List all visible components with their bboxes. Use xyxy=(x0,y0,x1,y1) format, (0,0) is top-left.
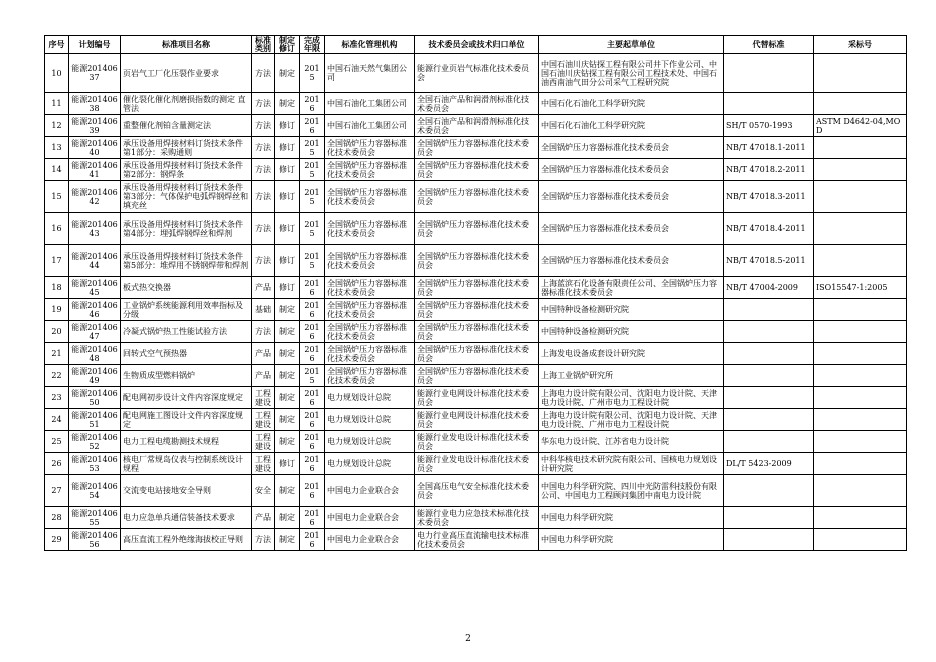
col-plan-number-cell: 能源20140653 xyxy=(69,453,121,475)
col-category-cell: 方法 xyxy=(252,529,275,551)
col-revision-type-cell: 制定 xyxy=(275,321,300,343)
col-category-cell: 方法 xyxy=(252,181,275,213)
col-category-cell: 方法 xyxy=(252,115,275,137)
col-replaced-standard-cell xyxy=(724,54,814,93)
col-management-org-cell: 中国石油天然气集团公司 xyxy=(325,54,415,93)
col-drafting-units-cell: 全国锅炉压力容器标准化技术委员会 xyxy=(539,245,724,277)
col-adopted-standard-cell xyxy=(814,159,907,181)
col-plan-number-cell: 能源20140649 xyxy=(69,365,121,387)
col-adopted-standard-cell xyxy=(814,365,907,387)
col-management-org-cell: 全国锅炉压力容器标准化技术委员会 xyxy=(325,365,415,387)
col-adopted-standard-cell xyxy=(814,321,907,343)
col-completion-year-cell: 2016 xyxy=(300,529,325,551)
col-drafting-units-cell: 全国锅炉压力容器标准化技术委员会 xyxy=(539,137,724,159)
col-management-org-cell: 全国锅炉压力容器标准化技术委员会 xyxy=(325,181,415,213)
table-row xyxy=(45,365,907,387)
table-row xyxy=(45,245,907,277)
col-management-org-cell: 全国锅炉压力容器标准化技术委员会 xyxy=(325,321,415,343)
col-index-cell: 24 xyxy=(45,409,69,431)
header-col-index: 序号 xyxy=(45,36,69,54)
col-plan-number-cell: 能源20140650 xyxy=(69,387,121,409)
col-revision-type-cell: 修订 xyxy=(275,115,300,137)
col-management-org-cell: 中国电力企业联合会 xyxy=(325,529,415,551)
col-index-cell: 25 xyxy=(45,431,69,453)
col-revision-type-cell: 修订 xyxy=(275,245,300,277)
col-category-cell: 基础 xyxy=(252,299,275,321)
table-row xyxy=(45,409,907,431)
table-header-row xyxy=(45,36,907,54)
col-plan-number-cell: 能源20140640 xyxy=(69,137,121,159)
table-row xyxy=(45,213,907,245)
col-adopted-standard-cell: ASTM D4642-04,MOD xyxy=(814,115,907,137)
col-category-cell: 安全 xyxy=(252,475,275,507)
header-col-category: 标准类别 xyxy=(252,36,275,54)
col-management-org-cell: 全国锅炉压力容器标准化技术委员会 xyxy=(325,343,415,365)
header-col-revision-type: 制定修订 xyxy=(275,36,300,54)
col-plan-number-cell: 能源20140641 xyxy=(69,159,121,181)
col-technical-committee-cell: 电力行业高压直流输电技术标准化技术委员会 xyxy=(415,529,539,551)
header-col-replaced-standard: 代替标准 xyxy=(724,36,814,54)
col-management-org-cell: 全国锅炉压力容器标准化技术委员会 xyxy=(325,277,415,299)
table-row xyxy=(45,299,907,321)
col-project-name-cell: 承压设备用焊接材料订货技术条件 第3部分：气体保护电弧焊钢焊丝和填充丝 xyxy=(121,181,252,213)
col-category-cell: 产品 xyxy=(252,365,275,387)
col-adopted-standard-cell xyxy=(814,453,907,475)
col-management-org-cell: 中国石油化工集团公司 xyxy=(325,93,415,115)
col-completion-year-cell: 2016 xyxy=(300,343,325,365)
col-revision-type-cell: 修订 xyxy=(275,137,300,159)
col-completion-year-cell: 2015 xyxy=(300,365,325,387)
table-row xyxy=(45,529,907,551)
col-drafting-units-cell: 上海蓝滨石化设备有限责任公司、全国锅炉压力容器标准化技术委员会 xyxy=(539,277,724,299)
col-project-name-cell: 重整催化剂铂含量测定法 xyxy=(121,115,252,137)
col-revision-type-cell: 制定 xyxy=(275,431,300,453)
col-project-name-cell: 承压设备用焊接材料订货技术条件 第1部分：采购通则 xyxy=(121,137,252,159)
col-plan-number-cell: 能源20140651 xyxy=(69,409,121,431)
table-body xyxy=(45,54,907,551)
col-replaced-standard-cell: NB/T 47018.5-2011 xyxy=(724,245,814,277)
col-management-org-cell: 电力规划设计总院 xyxy=(325,431,415,453)
col-index-cell: 20 xyxy=(45,321,69,343)
table-row xyxy=(45,431,907,453)
col-technical-committee-cell: 全国锅炉压力容器标准化技术委员会 xyxy=(415,159,539,181)
header-col-project-name: 标准项目名称 xyxy=(121,36,252,54)
col-category-cell: 方法 xyxy=(252,213,275,245)
col-category-cell: 产品 xyxy=(252,507,275,529)
col-plan-number-cell: 能源20140656 xyxy=(69,529,121,551)
table-row xyxy=(45,181,907,213)
col-revision-type-cell: 修订 xyxy=(275,453,300,475)
col-completion-year-cell: 2015 xyxy=(300,245,325,277)
table-row xyxy=(45,343,907,365)
col-replaced-standard-cell xyxy=(724,507,814,529)
col-category-cell: 工程建设 xyxy=(252,387,275,409)
col-revision-type-cell: 制定 xyxy=(275,387,300,409)
col-revision-type-cell: 制定 xyxy=(275,475,300,507)
col-index-cell: 19 xyxy=(45,299,69,321)
col-index-cell: 26 xyxy=(45,453,69,475)
col-drafting-units-cell: 上海工业锅炉研究所 xyxy=(539,365,724,387)
table-row xyxy=(45,387,907,409)
col-index-cell: 10 xyxy=(45,54,69,93)
col-completion-year-cell: 2016 xyxy=(300,321,325,343)
col-revision-type-cell: 修订 xyxy=(275,181,300,213)
table-row xyxy=(45,277,907,299)
col-project-name-cell: 电力应急单兵通信装备技术要求 xyxy=(121,507,252,529)
col-replaced-standard-cell: NB/T 47018.2-2011 xyxy=(724,159,814,181)
col-project-name-cell: 交流变电站接地安全导则 xyxy=(121,475,252,507)
col-completion-year-cell: 2016 xyxy=(300,431,325,453)
col-technical-committee-cell: 全国锅炉压力容器标准化技术委员会 xyxy=(415,213,539,245)
table-row xyxy=(45,93,907,115)
standards-plan-table xyxy=(44,35,907,551)
col-index-cell: 15 xyxy=(45,181,69,213)
col-management-org-cell: 全国锅炉压力容器标准化技术委员会 xyxy=(325,213,415,245)
col-revision-type-cell: 修订 xyxy=(275,159,300,181)
table-row xyxy=(45,475,907,507)
col-technical-committee-cell: 全国锅炉压力容器标准化技术委员会 xyxy=(415,277,539,299)
col-technical-committee-cell: 能源行业电网设计标准化技术委员会 xyxy=(415,409,539,431)
col-drafting-units-cell: 上海电力设计院有限公司、沈阳电力设计院、天津电力设计院、广州市电力工程设计院 xyxy=(539,409,724,431)
col-completion-year-cell: 2016 xyxy=(300,475,325,507)
col-drafting-units-cell: 全国锅炉压力容器标准化技术委员会 xyxy=(539,181,724,213)
col-plan-number-cell: 能源20140645 xyxy=(69,277,121,299)
col-management-org-cell: 全国锅炉压力容器标准化技术委员会 xyxy=(325,159,415,181)
col-adopted-standard-cell xyxy=(814,137,907,159)
col-index-cell: 14 xyxy=(45,159,69,181)
col-drafting-units-cell: 中国石油川庆钻探工程有限公司井下作业公司、中国石油川庆钻探工程有限公司工程技术处、中国石油西南油气田分公司采气工程研究院 xyxy=(539,54,724,93)
col-management-org-cell: 中国电力企业联合会 xyxy=(325,475,415,507)
col-technical-committee-cell: 能源行业发电设计标准化技术委员会 xyxy=(415,431,539,453)
table-row xyxy=(45,159,907,181)
col-revision-type-cell: 制定 xyxy=(275,93,300,115)
table-row xyxy=(45,321,907,343)
col-drafting-units-cell: 中国特种设备检测研究院 xyxy=(539,299,724,321)
col-technical-committee-cell: 全国石油产品和润滑剂标准化技术委员会 xyxy=(415,115,539,137)
col-plan-number-cell: 能源20140655 xyxy=(69,507,121,529)
header-col-plan-number: 计划编号 xyxy=(69,36,121,54)
col-plan-number-cell: 能源20140642 xyxy=(69,181,121,213)
col-technical-committee-cell: 全国锅炉压力容器标准化技术委员会 xyxy=(415,365,539,387)
col-drafting-units-cell: 中国电力科学研究院、四川中光防雷科技股份有限公司、中国电力工程顾问集团中南电力设计院 xyxy=(539,475,724,507)
header-col-technical-committee: 技术委员会或技术归口单位 xyxy=(415,36,539,54)
col-adopted-standard-cell xyxy=(814,299,907,321)
col-adopted-standard-cell xyxy=(814,213,907,245)
col-project-name-cell: 冷凝式锅炉热工性能试验方法 xyxy=(121,321,252,343)
col-project-name-cell: 页岩气工厂化压裂作业要求 xyxy=(121,54,252,93)
col-completion-year-cell: 2016 xyxy=(300,409,325,431)
col-index-cell: 21 xyxy=(45,343,69,365)
col-project-name-cell: 承压设备用焊接材料订货技术条件 第4部分：埋弧焊钢焊丝和焊剂 xyxy=(121,213,252,245)
col-adopted-standard-cell xyxy=(814,431,907,453)
col-project-name-cell: 催化裂化催化剂磨损指数的测定 直管法 xyxy=(121,93,252,115)
col-category-cell: 方法 xyxy=(252,321,275,343)
col-management-org-cell: 电力规划设计总院 xyxy=(325,453,415,475)
col-technical-committee-cell: 能源行业电力应急技术标准化技术委员会 xyxy=(415,507,539,529)
col-drafting-units-cell: 上海发电设备成套设计研究院 xyxy=(539,343,724,365)
col-technical-committee-cell: 全国锅炉压力容器标准化技术委员会 xyxy=(415,181,539,213)
col-replaced-standard-cell xyxy=(724,299,814,321)
col-index-cell: 18 xyxy=(45,277,69,299)
col-completion-year-cell: 2015 xyxy=(300,159,325,181)
col-plan-number-cell: 能源20140647 xyxy=(69,321,121,343)
col-project-name-cell: 高压直流工程外绝缘海拔校正导则 xyxy=(121,529,252,551)
col-plan-number-cell: 能源20140643 xyxy=(69,213,121,245)
col-technical-committee-cell: 全国石油产品和润滑剂标准化技术委员会 xyxy=(415,93,539,115)
col-technical-committee-cell: 能源行业页岩气标准化技术委员会 xyxy=(415,54,539,93)
col-drafting-units-cell: 中国电力科学研究院 xyxy=(539,529,724,551)
col-drafting-units-cell: 中国石化石油化工科学研究院 xyxy=(539,93,724,115)
col-category-cell: 方法 xyxy=(252,245,275,277)
col-adopted-standard-cell xyxy=(814,507,907,529)
col-project-name-cell: 配电网初步设计文件内容深度规定 xyxy=(121,387,252,409)
col-drafting-units-cell: 全国锅炉压力容器标准化技术委员会 xyxy=(539,213,724,245)
col-technical-committee-cell: 能源行业发电设计标准化技术委员会 xyxy=(415,453,539,475)
col-plan-number-cell: 能源20140652 xyxy=(69,431,121,453)
col-replaced-standard-cell: SH/T 0570-1993 xyxy=(724,115,814,137)
col-plan-number-cell: 能源20140637 xyxy=(69,54,121,93)
col-index-cell: 17 xyxy=(45,245,69,277)
col-adopted-standard-cell xyxy=(814,529,907,551)
col-replaced-standard-cell xyxy=(724,387,814,409)
col-replaced-standard-cell xyxy=(724,529,814,551)
col-replaced-standard-cell: NB/T 47018.3-2011 xyxy=(724,181,814,213)
col-adopted-standard-cell xyxy=(814,343,907,365)
col-revision-type-cell: 制定 xyxy=(275,365,300,387)
col-completion-year-cell: 2016 xyxy=(300,507,325,529)
col-management-org-cell: 全国锅炉压力容器标准化技术委员会 xyxy=(325,299,415,321)
col-project-name-cell: 电力工程电缆勘测技术规程 xyxy=(121,431,252,453)
col-technical-committee-cell: 全国锅炉压力容器标准化技术委员会 xyxy=(415,299,539,321)
col-replaced-standard-cell xyxy=(724,365,814,387)
col-category-cell: 方法 xyxy=(252,54,275,93)
col-index-cell: 12 xyxy=(45,115,69,137)
col-drafting-units-cell: 上海电力设计院有限公司、沈阳电力设计院、天津电力设计院、广州市电力工程设计院 xyxy=(539,387,724,409)
col-replaced-standard-cell xyxy=(724,321,814,343)
col-revision-type-cell: 制定 xyxy=(275,529,300,551)
col-adopted-standard-cell xyxy=(814,245,907,277)
col-index-cell: 23 xyxy=(45,387,69,409)
table-row xyxy=(45,115,907,137)
page-number: 2 xyxy=(465,634,471,644)
table-row xyxy=(45,54,907,93)
col-plan-number-cell: 能源20140646 xyxy=(69,299,121,321)
col-revision-type-cell: 制定 xyxy=(275,54,300,93)
col-plan-number-cell: 能源20140639 xyxy=(69,115,121,137)
col-completion-year-cell: 2016 xyxy=(300,387,325,409)
col-replaced-standard-cell: DL/T 5423-2009 xyxy=(724,453,814,475)
col-project-name-cell: 承压设备用焊接材料订货技术条件 第2部分：钢焊条 xyxy=(121,159,252,181)
col-completion-year-cell: 2016 xyxy=(300,453,325,475)
col-project-name-cell: 配电网施工图设计文件内容深度规定 xyxy=(121,409,252,431)
col-category-cell: 产品 xyxy=(252,343,275,365)
col-project-name-cell: 核电厂常规岛仪表与控制系统设计规程 xyxy=(121,453,252,475)
col-drafting-units-cell: 全国锅炉压力容器标准化技术委员会 xyxy=(539,159,724,181)
col-drafting-units-cell: 中国电力科学研究院 xyxy=(539,507,724,529)
col-adopted-standard-cell xyxy=(814,387,907,409)
col-adopted-standard-cell xyxy=(814,409,907,431)
header-col-drafting-units: 主要起草单位 xyxy=(539,36,724,54)
col-project-name-cell: 承压设备用焊接材料订货技术条件 第5部分：堆焊用不锈钢焊带和焊剂 xyxy=(121,245,252,277)
col-technical-committee-cell: 全国锅炉压力容器标准化技术委员会 xyxy=(415,321,539,343)
col-completion-year-cell: 2016 xyxy=(300,93,325,115)
col-completion-year-cell: 2015 xyxy=(300,213,325,245)
col-revision-type-cell: 制定 xyxy=(275,343,300,365)
col-plan-number-cell: 能源20140644 xyxy=(69,245,121,277)
col-category-cell: 方法 xyxy=(252,137,275,159)
col-technical-committee-cell: 全国锅炉压力容器标准化技术委员会 xyxy=(415,137,539,159)
col-adopted-standard-cell xyxy=(814,181,907,213)
col-category-cell: 工程建设 xyxy=(252,453,275,475)
col-project-name-cell: 工业锅炉系统能源利用效率指标及分级 xyxy=(121,299,252,321)
col-completion-year-cell: 2015 xyxy=(300,54,325,93)
col-drafting-units-cell: 中国石化石油化工科学研究院 xyxy=(539,115,724,137)
col-completion-year-cell: 2015 xyxy=(300,137,325,159)
col-index-cell: 28 xyxy=(45,507,69,529)
col-replaced-standard-cell: NB/T 47018.1-2011 xyxy=(724,137,814,159)
col-project-name-cell: 板式热交换器 xyxy=(121,277,252,299)
col-drafting-units-cell: 华东电力设计院、江苏省电力设计院 xyxy=(539,431,724,453)
col-revision-type-cell: 修订 xyxy=(275,213,300,245)
col-drafting-units-cell: 中国特种设备检测研究院 xyxy=(539,321,724,343)
col-completion-year-cell: 2016 xyxy=(300,299,325,321)
col-management-org-cell: 电力规划设计总院 xyxy=(325,409,415,431)
col-adopted-standard-cell xyxy=(814,475,907,507)
col-replaced-standard-cell xyxy=(724,475,814,507)
col-drafting-units-cell: 中科华核电技术研究院有限公司、国核电力规划设计研究院 xyxy=(539,453,724,475)
col-management-org-cell: 全国锅炉压力容器标准化技术委员会 xyxy=(325,245,415,277)
col-replaced-standard-cell: NB/T 47018.4-2011 xyxy=(724,213,814,245)
header-col-management-org: 标准化管理机构 xyxy=(325,36,415,54)
col-adopted-standard-cell xyxy=(814,54,907,93)
col-category-cell: 产品 xyxy=(252,277,275,299)
col-replaced-standard-cell xyxy=(724,93,814,115)
col-revision-type-cell: 修订 xyxy=(275,277,300,299)
col-project-name-cell: 生物质成型燃料锅炉 xyxy=(121,365,252,387)
col-replaced-standard-cell xyxy=(724,343,814,365)
col-index-cell: 29 xyxy=(45,529,69,551)
table-row xyxy=(45,137,907,159)
col-management-org-cell: 中国石油化工集团公司 xyxy=(325,115,415,137)
col-project-name-cell: 回转式空气预热器 xyxy=(121,343,252,365)
col-replaced-standard-cell: NB/T 47004-2009 xyxy=(724,277,814,299)
col-adopted-standard-cell: ISO15547-1:2005 xyxy=(814,277,907,299)
col-technical-committee-cell: 全国锅炉压力容器标准化技术委员会 xyxy=(415,343,539,365)
col-category-cell: 工程建设 xyxy=(252,431,275,453)
table-row xyxy=(45,507,907,529)
col-index-cell: 11 xyxy=(45,93,69,115)
col-plan-number-cell: 能源20140654 xyxy=(69,475,121,507)
col-completion-year-cell: 2016 xyxy=(300,115,325,137)
col-plan-number-cell: 能源20140648 xyxy=(69,343,121,365)
col-management-org-cell: 中国电力企业联合会 xyxy=(325,507,415,529)
header-col-adopted-standard: 采标号 xyxy=(814,36,907,54)
col-index-cell: 16 xyxy=(45,213,69,245)
col-management-org-cell: 电力规划设计总院 xyxy=(325,387,415,409)
col-technical-committee-cell: 能源行业电网设计标准化技术委员会 xyxy=(415,387,539,409)
col-plan-number-cell: 能源20140638 xyxy=(69,93,121,115)
col-adopted-standard-cell xyxy=(814,93,907,115)
col-replaced-standard-cell xyxy=(724,431,814,453)
col-technical-committee-cell: 全国锅炉压力容器标准化技术委员会 xyxy=(415,245,539,277)
col-replaced-standard-cell xyxy=(724,409,814,431)
col-index-cell: 22 xyxy=(45,365,69,387)
col-technical-committee-cell: 全国高压电气安全标准化技术委员会 xyxy=(415,475,539,507)
col-category-cell: 工程建设 xyxy=(252,409,275,431)
col-completion-year-cell: 2016 xyxy=(300,277,325,299)
col-completion-year-cell: 2015 xyxy=(300,181,325,213)
col-category-cell: 方法 xyxy=(252,159,275,181)
col-revision-type-cell: 制定 xyxy=(275,507,300,529)
col-revision-type-cell: 制定 xyxy=(275,409,300,431)
col-revision-type-cell: 制定 xyxy=(275,299,300,321)
col-management-org-cell: 全国锅炉压力容器标准化技术委员会 xyxy=(325,137,415,159)
header-col-completion-year: 完成年限 xyxy=(300,36,325,54)
table-row xyxy=(45,453,907,475)
col-category-cell: 方法 xyxy=(252,93,275,115)
col-index-cell: 27 xyxy=(45,475,69,507)
col-index-cell: 13 xyxy=(45,137,69,159)
